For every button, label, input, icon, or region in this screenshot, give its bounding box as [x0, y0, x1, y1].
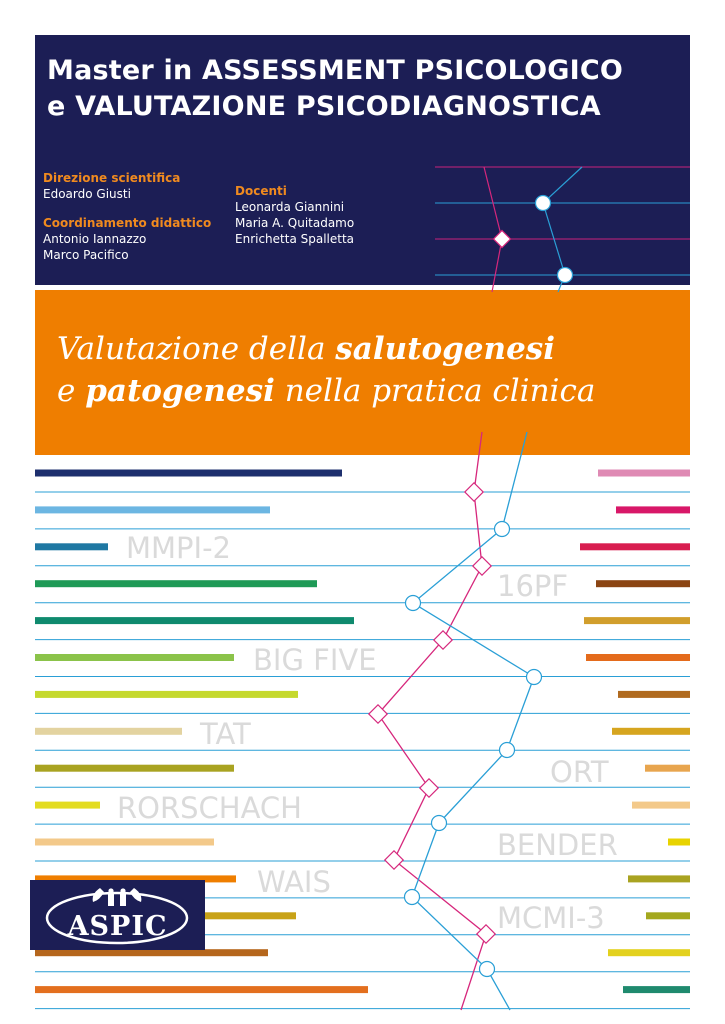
right-bar	[618, 691, 690, 698]
title-line-1: Master in ASSESSMENT PSICOLOGICO	[47, 55, 624, 86]
right-bar	[668, 839, 690, 846]
circle-marker	[432, 816, 447, 831]
direzione-name: Edoardo Giusti	[43, 187, 131, 201]
left-bar	[35, 728, 182, 735]
test-label-tat: TAT	[200, 717, 251, 751]
diamond-marker	[477, 925, 495, 943]
diamond-marker	[420, 779, 438, 797]
header-decoration	[435, 167, 690, 292]
left-bar	[35, 506, 270, 513]
left-bar	[35, 839, 214, 846]
right-bar	[608, 949, 690, 956]
right-bar	[612, 728, 690, 735]
right-bar	[596, 580, 690, 587]
magenta-profile-line	[378, 432, 486, 1010]
aspic-logo	[30, 880, 205, 950]
right-bar	[584, 617, 690, 624]
docenti-name: Enrichetta Spalletta	[235, 232, 355, 246]
circle-marker	[480, 962, 495, 977]
coordinamento-label: Coordinamento didattico	[43, 216, 212, 230]
test-label-wais: WAIS	[257, 865, 331, 899]
right-bar	[645, 765, 690, 772]
circle-marker	[406, 596, 421, 611]
right-bar	[628, 875, 690, 882]
left-bar	[35, 617, 354, 624]
diamond-marker	[385, 851, 403, 869]
subtitle-line2-bold: patogenesi	[85, 373, 275, 409]
left-bar	[35, 986, 368, 993]
title-line-2: e VALUTAZIONE PSICODIAGNOSTICA	[47, 91, 601, 122]
coordinamento-name: Antonio Iannazzo	[43, 232, 147, 246]
test-label-ort: ORT	[550, 755, 609, 789]
test-label-bender: BENDER	[497, 828, 618, 862]
left-bar	[35, 691, 298, 698]
right-bar	[580, 543, 690, 550]
logo-text: ASPIC	[67, 911, 168, 942]
right-bar	[586, 654, 690, 661]
coordinamento-name: Marco Pacifico	[43, 248, 129, 262]
circle-marker	[495, 522, 510, 537]
test-label-16pf: 16PF	[497, 569, 569, 603]
circle-marker	[536, 196, 551, 211]
subtitle-line1-plain: Valutazione della	[57, 331, 336, 367]
left-bar	[35, 802, 100, 809]
test-label-mcmi3: MCMI-3	[497, 901, 605, 935]
right-bar	[623, 986, 690, 993]
left-bar	[35, 654, 234, 661]
left-bar	[35, 470, 342, 477]
left-bar	[35, 543, 108, 550]
test-label-big-five: BIG FIVE	[253, 643, 377, 677]
direzione-label: Direzione scientifica	[43, 171, 181, 185]
circle-marker	[500, 743, 515, 758]
circle-marker	[527, 670, 542, 685]
subtitle-line2-plain-a: e	[57, 373, 86, 409]
right-bar	[632, 802, 690, 809]
left-bar	[35, 949, 268, 956]
test-labels	[117, 531, 618, 935]
subtitle-line2-plain-b: nella pratica clinica	[274, 373, 596, 409]
diamond-marker	[465, 483, 483, 501]
diamond-marker	[494, 231, 511, 248]
test-label-rorschach: RORSCHACH	[117, 791, 302, 825]
docenti-label: Docenti	[235, 184, 287, 198]
circle-marker	[558, 268, 573, 283]
test-label-mmpi2: MMPI-2	[126, 531, 231, 565]
left-bar	[35, 580, 317, 587]
circle-marker	[405, 890, 420, 905]
right-bar	[598, 470, 690, 477]
docenti-name: Leonarda Giannini	[235, 200, 345, 214]
left-bar	[35, 765, 234, 772]
subtitle-line1-bold: salutogenesi	[335, 331, 556, 367]
right-bar	[646, 912, 690, 919]
diamond-marker	[473, 557, 491, 575]
right-bar	[616, 506, 690, 513]
docenti-name: Maria A. Quitadamo	[235, 216, 355, 230]
